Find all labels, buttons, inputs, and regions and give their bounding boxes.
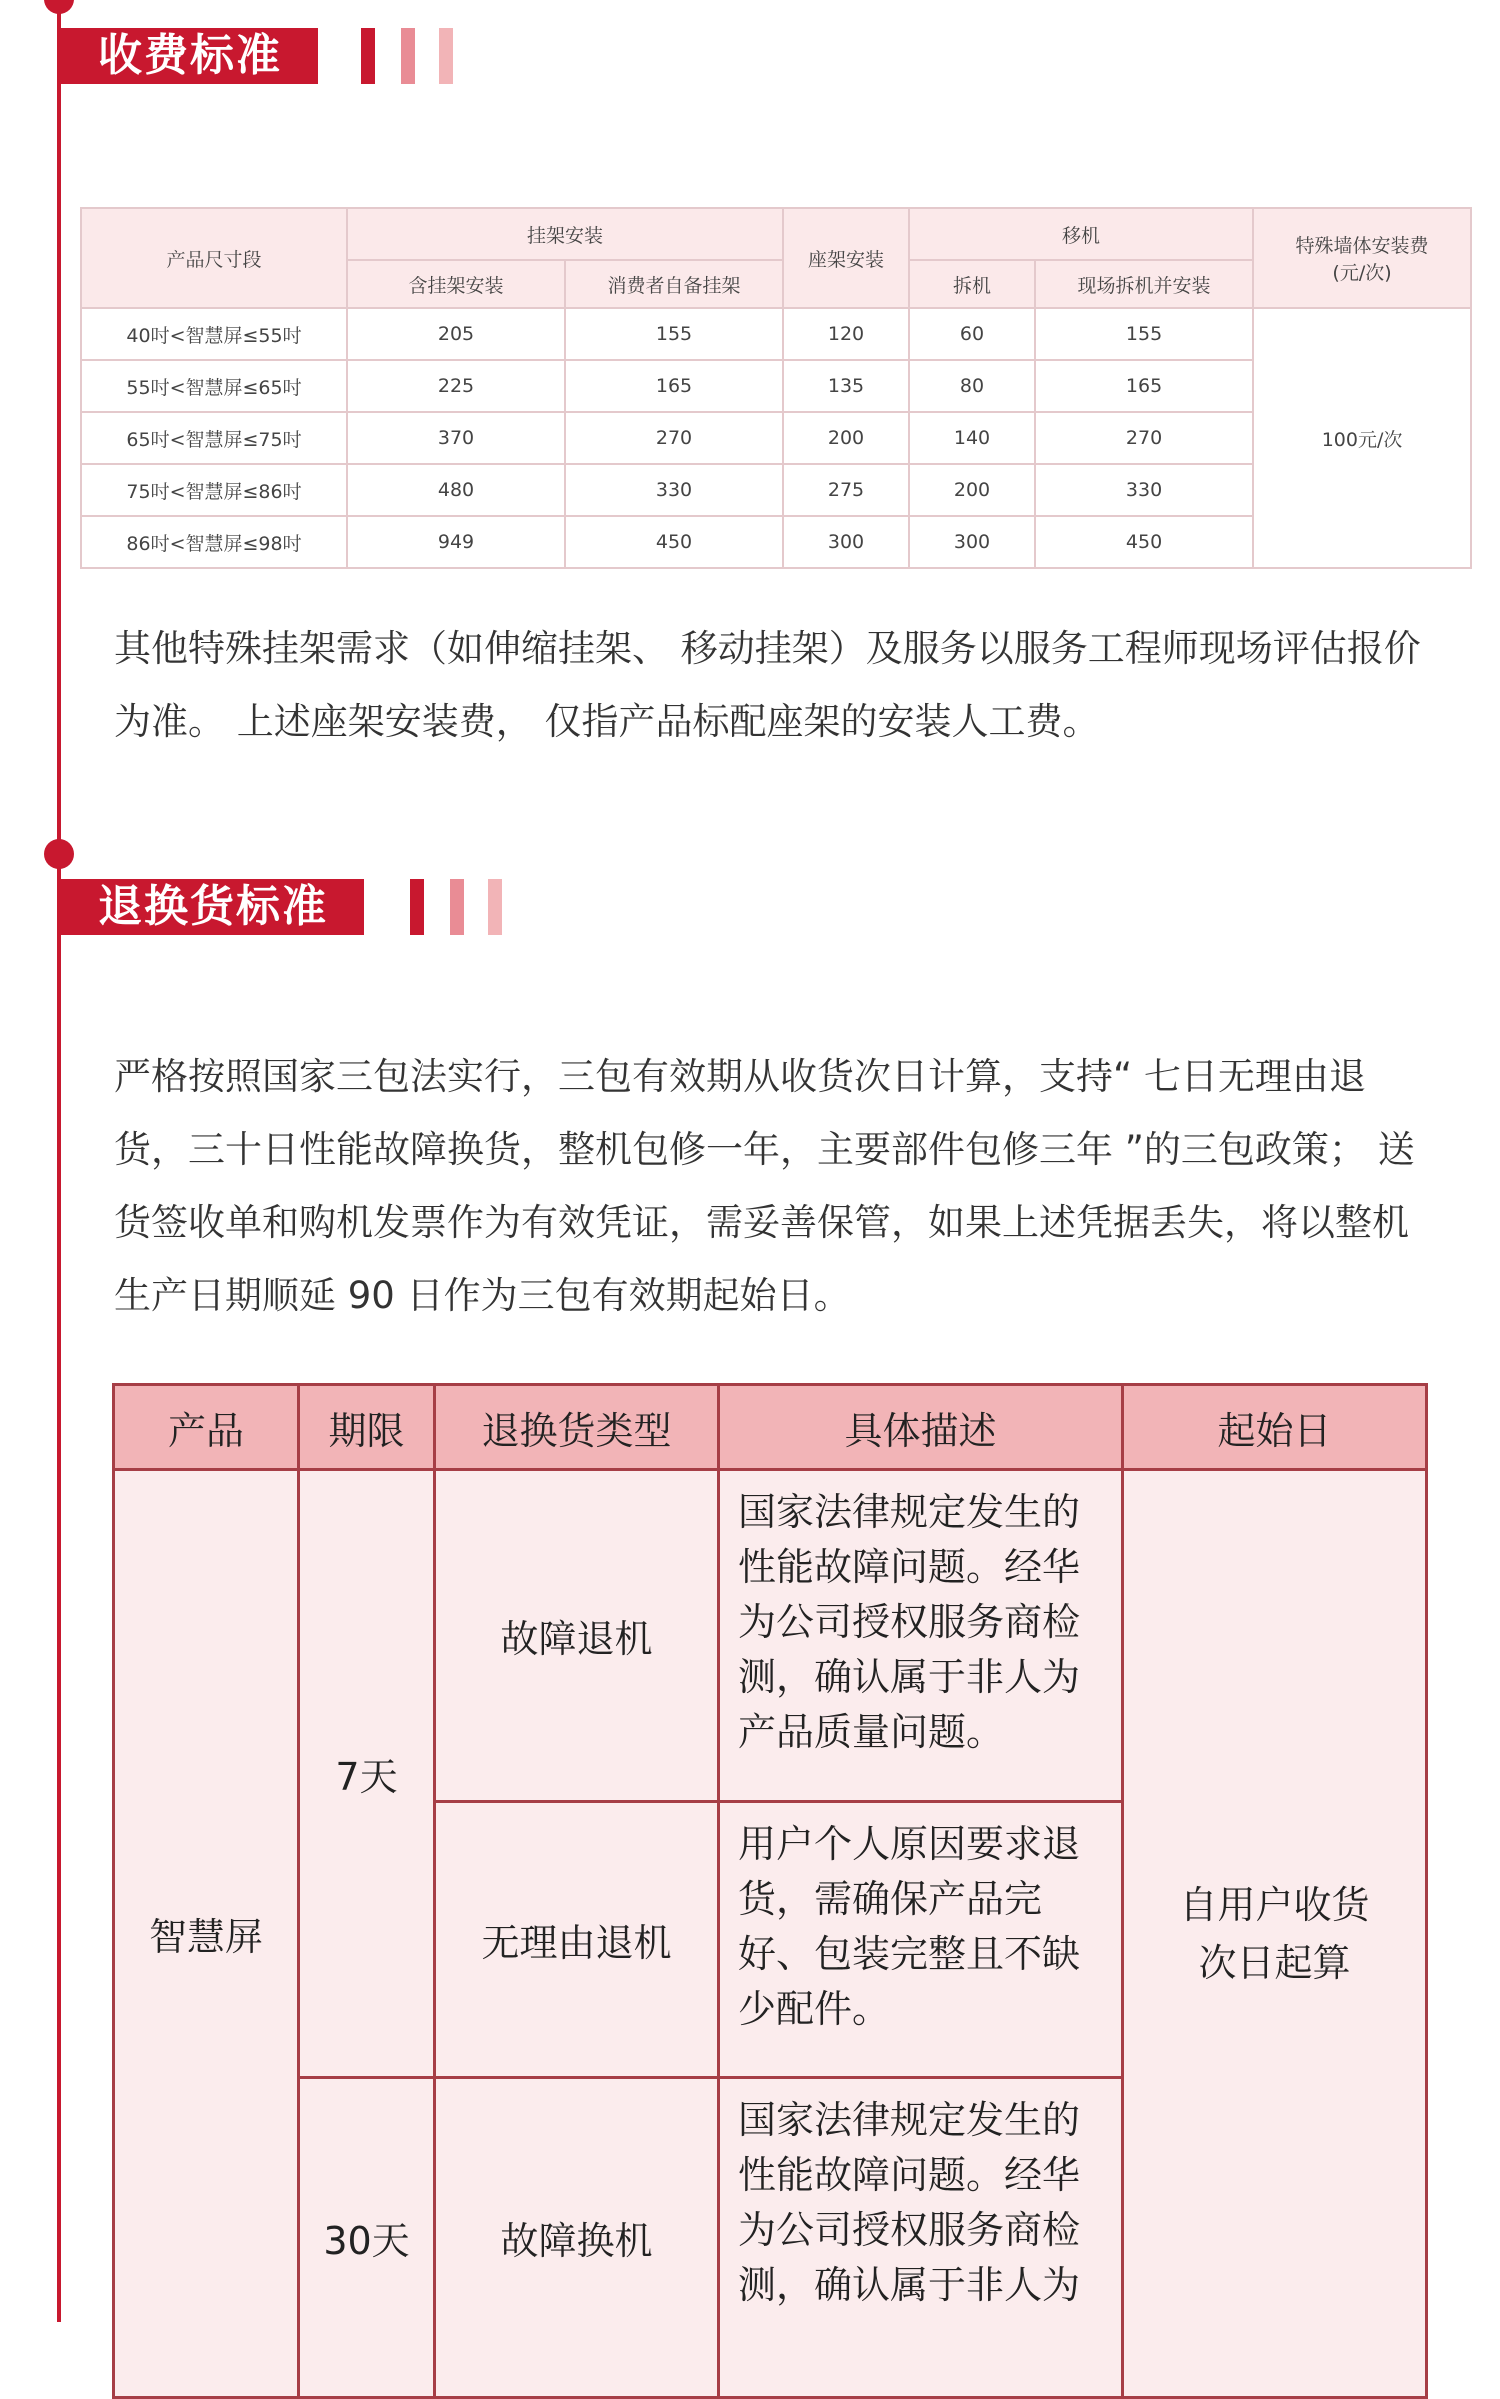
header-wall-own-bracket: 消费者自备挂架 bbox=[565, 260, 783, 308]
timeline-dot bbox=[44, 839, 74, 869]
header-dismantle-install: 现场拆机并安装 bbox=[1035, 260, 1253, 308]
price-cell: 155 bbox=[565, 308, 783, 360]
period-cell: 7天 bbox=[299, 1470, 435, 2078]
desc-cell: 国家法律规定发生的性能故障问题。经华为公司授权服务商检测，确认属于非人为产品质量问题。 bbox=[719, 1470, 1123, 1802]
size-cell: 75吋<智慧屏≤86吋 bbox=[81, 464, 347, 516]
timeline-line bbox=[57, 0, 61, 2322]
price-cell: 200 bbox=[909, 464, 1035, 516]
product-cell: 智慧屏 bbox=[114, 1470, 299, 2398]
price-cell: 300 bbox=[783, 516, 909, 568]
price-cell: 165 bbox=[1035, 360, 1253, 412]
header-type: 退换货类型 bbox=[435, 1385, 719, 1470]
price-cell: 330 bbox=[565, 464, 783, 516]
special-wall-fee-cell: 100元/次 bbox=[1253, 308, 1471, 568]
header-special-wall-label: 特殊墙体安装费 bbox=[1295, 235, 1429, 257]
type-cell: 无理由退机 bbox=[435, 1802, 719, 2078]
price-cell: 80 bbox=[909, 360, 1035, 412]
price-cell: 120 bbox=[783, 308, 909, 360]
size-cell: 55吋<智慧屏≤65吋 bbox=[81, 360, 347, 412]
price-cell: 330 bbox=[1035, 464, 1253, 516]
return-section-title: 退换货标准 bbox=[60, 879, 364, 935]
size-cell: 86吋<智慧屏≤98吋 bbox=[81, 516, 347, 568]
price-cell: 60 bbox=[909, 308, 1035, 360]
start-cell bbox=[1123, 1470, 1427, 2398]
fee-section-title: 收费标准 bbox=[60, 28, 318, 84]
header-special-wall-unit: (元/次) bbox=[1332, 262, 1392, 284]
desc-cell: 国家法律规定发生的性能故障问题。经华为公司授权服务商检测，确认属于非人为 bbox=[719, 2078, 1123, 2398]
price-cell: 275 bbox=[783, 464, 909, 516]
price-cell: 205 bbox=[347, 308, 565, 360]
header-start: 起始日 bbox=[1123, 1385, 1427, 1470]
desc-cell: 用户个人原因要求退货，需确保产品完好、包装完整且不缺少配件。 bbox=[719, 1802, 1123, 2078]
price-cell: 270 bbox=[1035, 412, 1253, 464]
header-relocate: 移机 bbox=[909, 208, 1253, 260]
header-wall-with-bracket: 含挂架安装 bbox=[347, 260, 565, 308]
price-cell: 140 bbox=[909, 412, 1035, 464]
fee-table bbox=[80, 207, 1472, 569]
price-cell: 225 bbox=[347, 360, 565, 412]
header-desc: 具体描述 bbox=[719, 1385, 1123, 1470]
price-cell: 370 bbox=[347, 412, 565, 464]
price-cell: 200 bbox=[783, 412, 909, 464]
price-cell: 135 bbox=[783, 360, 909, 412]
type-cell: 故障退机 bbox=[435, 1470, 719, 1802]
price-cell: 450 bbox=[565, 516, 783, 568]
header-dismantle: 拆机 bbox=[909, 260, 1035, 308]
size-cell: 65吋<智慧屏≤75吋 bbox=[81, 412, 347, 464]
type-cell: 故障换机 bbox=[435, 2078, 719, 2398]
price-cell: 165 bbox=[565, 360, 783, 412]
table-row bbox=[81, 308, 1471, 360]
header-product: 产品 bbox=[114, 1385, 299, 1470]
price-cell: 155 bbox=[1035, 308, 1253, 360]
header-stand: 座架安装 bbox=[783, 208, 909, 308]
table-row bbox=[114, 1470, 1427, 1802]
header-size: 产品尺寸段 bbox=[81, 208, 347, 308]
title-decoration bbox=[410, 879, 510, 935]
period-cell: 30天 bbox=[299, 2078, 435, 2398]
header-period: 期限 bbox=[299, 1385, 435, 1470]
size-cell: 40吋<智慧屏≤55吋 bbox=[81, 308, 347, 360]
start-text: 自用户收货次日起算 bbox=[1179, 1882, 1370, 1985]
price-cell: 270 bbox=[565, 412, 783, 464]
fee-note: 其他特殊挂架需求（如伸缩挂架、 移动挂架）及服务以服务工程师现场评估报价为准。 上述座架安装费， 仅指产品标配座架的安装人工费。 bbox=[114, 627, 1421, 743]
price-cell: 300 bbox=[909, 516, 1035, 568]
header-wall-mount: 挂架安装 bbox=[347, 208, 783, 260]
header-special-wall bbox=[1253, 208, 1471, 308]
return-table bbox=[112, 1383, 1428, 2399]
return-policy-text: 严格按照国家三包法实行，三包有效期从收货次日计算，支持“ 七日无理由退货，三十日性能故障换货，整机包修一年，主要部件包修三年 ”的三包政策； 送货签收单和购机发票作为有效凭证，需妥善保管，如果上述凭据丢失，将以整机生产日期顺延 90 日作为三包有效期起始日。 bbox=[114, 1055, 1415, 1317]
price-cell: 450 bbox=[1035, 516, 1253, 568]
price-cell: 949 bbox=[347, 516, 565, 568]
timeline-dot bbox=[44, 0, 74, 14]
price-cell: 480 bbox=[347, 464, 565, 516]
title-decoration bbox=[361, 28, 461, 84]
